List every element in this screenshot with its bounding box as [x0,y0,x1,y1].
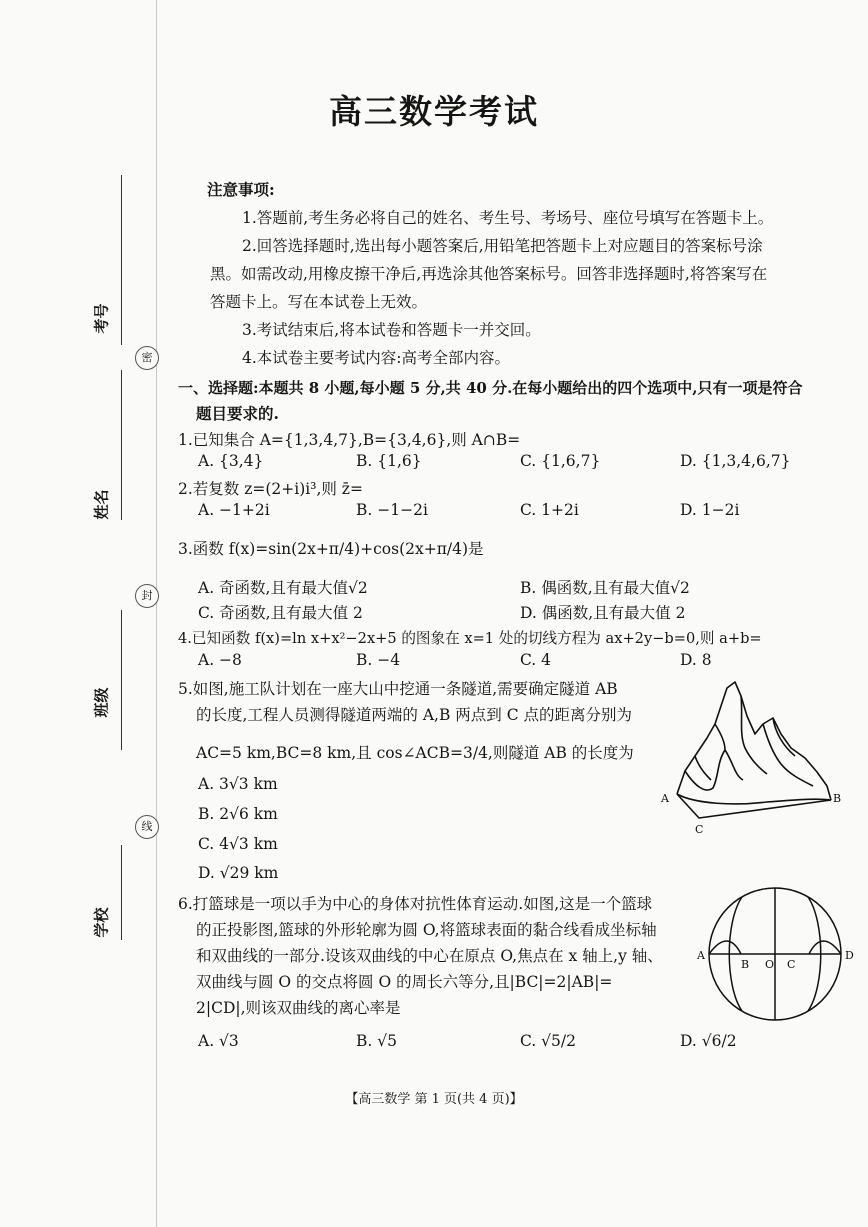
q6-option-b: B. √5 [356,1032,397,1050]
name-underline [121,370,122,520]
q5-option-b: B. 2√6 km [198,805,278,823]
label-c: C [695,823,704,836]
school-label: 学校 [92,907,111,938]
q2-option-b: B. −1−2i [356,501,428,519]
q1-option-b: B. {1,6} [356,452,422,470]
notice-item-2-cont: 黑。如需改动,用橡皮擦干净后,再选涂其他答案标号。回答非选择题时,将答案写在 [210,265,768,283]
q6-line-4: 双曲线与圆 O 的交点将圆 O 的周长六等分,且|BC|=2|AB|= [196,973,613,991]
q1-option-a: A. {3,4} [198,452,264,470]
q1-option-d: D. {1,3,4,6,7} [680,452,791,470]
q6-line-1: 6.打篮球是一项以手为中心的身体对抗性体育运动.如图,这是一个篮球 [178,895,653,913]
label-b: B [833,792,842,805]
q5-line-3: AC=5 km,BC=8 km,且 cos∠ACB=3/4,则隧道 AB 的长度为 [196,744,634,762]
q4-option-d: D. 8 [680,651,712,669]
q3-stem: 3.函数 f(x)=sin(2x+π/4)+cos(2x+π/4)是 [178,540,484,558]
q4-option-b: B. −4 [356,651,401,669]
seal-xian: 线 [135,815,159,839]
q6-option-a: A. √3 [198,1032,239,1050]
notice-item-2-end: 答题卡上。写在本试卷上无效。 [210,293,428,311]
label-a: A [697,949,705,962]
class-label: 班级 [92,687,111,718]
notice-item-1: 1.答题前,考生务必将自己的姓名、考生号、考场号、座位号填写在答题卡上。 [242,209,774,227]
q1-option-c: C. {1,6,7} [520,452,601,470]
q4-option-c: C. 4 [520,651,552,669]
notice-heading: 注意事项: [207,180,275,199]
section1-heading: 一、选择题:本题共 8 小题,每小题 5 分,共 40 分.在每小题给出的四个选项中,只有一项是符合 [178,379,803,397]
q3-option-b: B. 偶函数,且有最大值√2 [520,579,690,597]
q5-line-2: 的长度,工程人员测得隧道两端的 A,B 两点到 C 点的距离分别为 [196,706,633,724]
exam-no-label: 考号 [92,303,111,334]
notice-item-2: 2.回答选择题时,选出每小题答案后,用铅笔把答题卡上对应题目的答案标号涂 [242,237,763,255]
class-underline [121,610,122,750]
seal-mi: 密 [135,346,159,370]
q4-stem: 4.已知函数 f(x)=ln x+x²−2x+5 的图象在 x=1 处的切线方程为 ax+2y−b=0,则 a+b= [178,630,762,647]
q6-line-3: 和双曲线的一部分.设该双曲线的中心在原点 O,焦点在 x 轴上,y 轴、 [196,947,663,965]
q5-line-1: 5.如图,施工队计划在一座大山中挖通一条隧道,需要确定隧道 AB [178,680,618,698]
section1-heading-cont: 题目要求的. [196,404,279,423]
q1-stem: 1.已知集合 A={1,3,4,7},B={3,4,6},则 A∩B= [178,431,521,449]
q6-option-c: C. √5/2 [520,1032,576,1050]
mountain-tunnel-figure [655,676,845,841]
exam-title: 高三数学考试 [329,92,539,131]
q4-option-a: A. −8 [198,651,242,669]
q2-stem: 2.若复数 z=(2+i)i³,则 z̄= [178,480,363,498]
q3-option-a: A. 奇函数,且有最大值√2 [198,579,368,597]
q3-option-c: C. 奇函数,且有最大值 2 [198,604,363,622]
q6-option-d: D. √6/2 [680,1032,737,1050]
q2-option-c: C. 1+2i [520,501,579,519]
basketball-figure [695,882,865,1032]
q5-option-c: C. 4√3 km [198,835,278,853]
label-d: D [845,949,854,962]
name-label: 姓名 [92,489,111,520]
notice-item-3: 3.考试结束后,将本试卷和答题卡一并交回。 [242,321,541,339]
exam-no-underline [121,175,122,345]
q3-option-d: D. 偶函数,且有最大值 2 [520,604,686,622]
label-a: A [661,792,669,805]
q6-line-5: 2|CD|,则该双曲线的离心率是 [196,999,401,1017]
q5-option-d: D. √29 km [198,864,279,882]
page-footer: 【高三数学 第 1 页(共 4 页)】 [345,1092,523,1107]
label-c: C [787,958,796,971]
q5-option-a: A. 3√3 km [198,775,278,793]
notice-item-4: 4.本试卷主要考试内容:高考全部内容。 [242,349,511,367]
label-o: O [765,958,775,971]
q2-option-d: D. 1−2i [680,501,740,519]
seal-feng: 封 [135,584,159,608]
label-b: B [741,958,750,971]
binding-margin-line [156,0,157,1227]
school-underline [121,845,122,940]
q2-option-a: A. −1+2i [198,501,270,519]
q6-line-2: 的正投影图,篮球的外形轮廓为圆 O,将篮球表面的黏合线看成坐标轴 [196,921,657,939]
